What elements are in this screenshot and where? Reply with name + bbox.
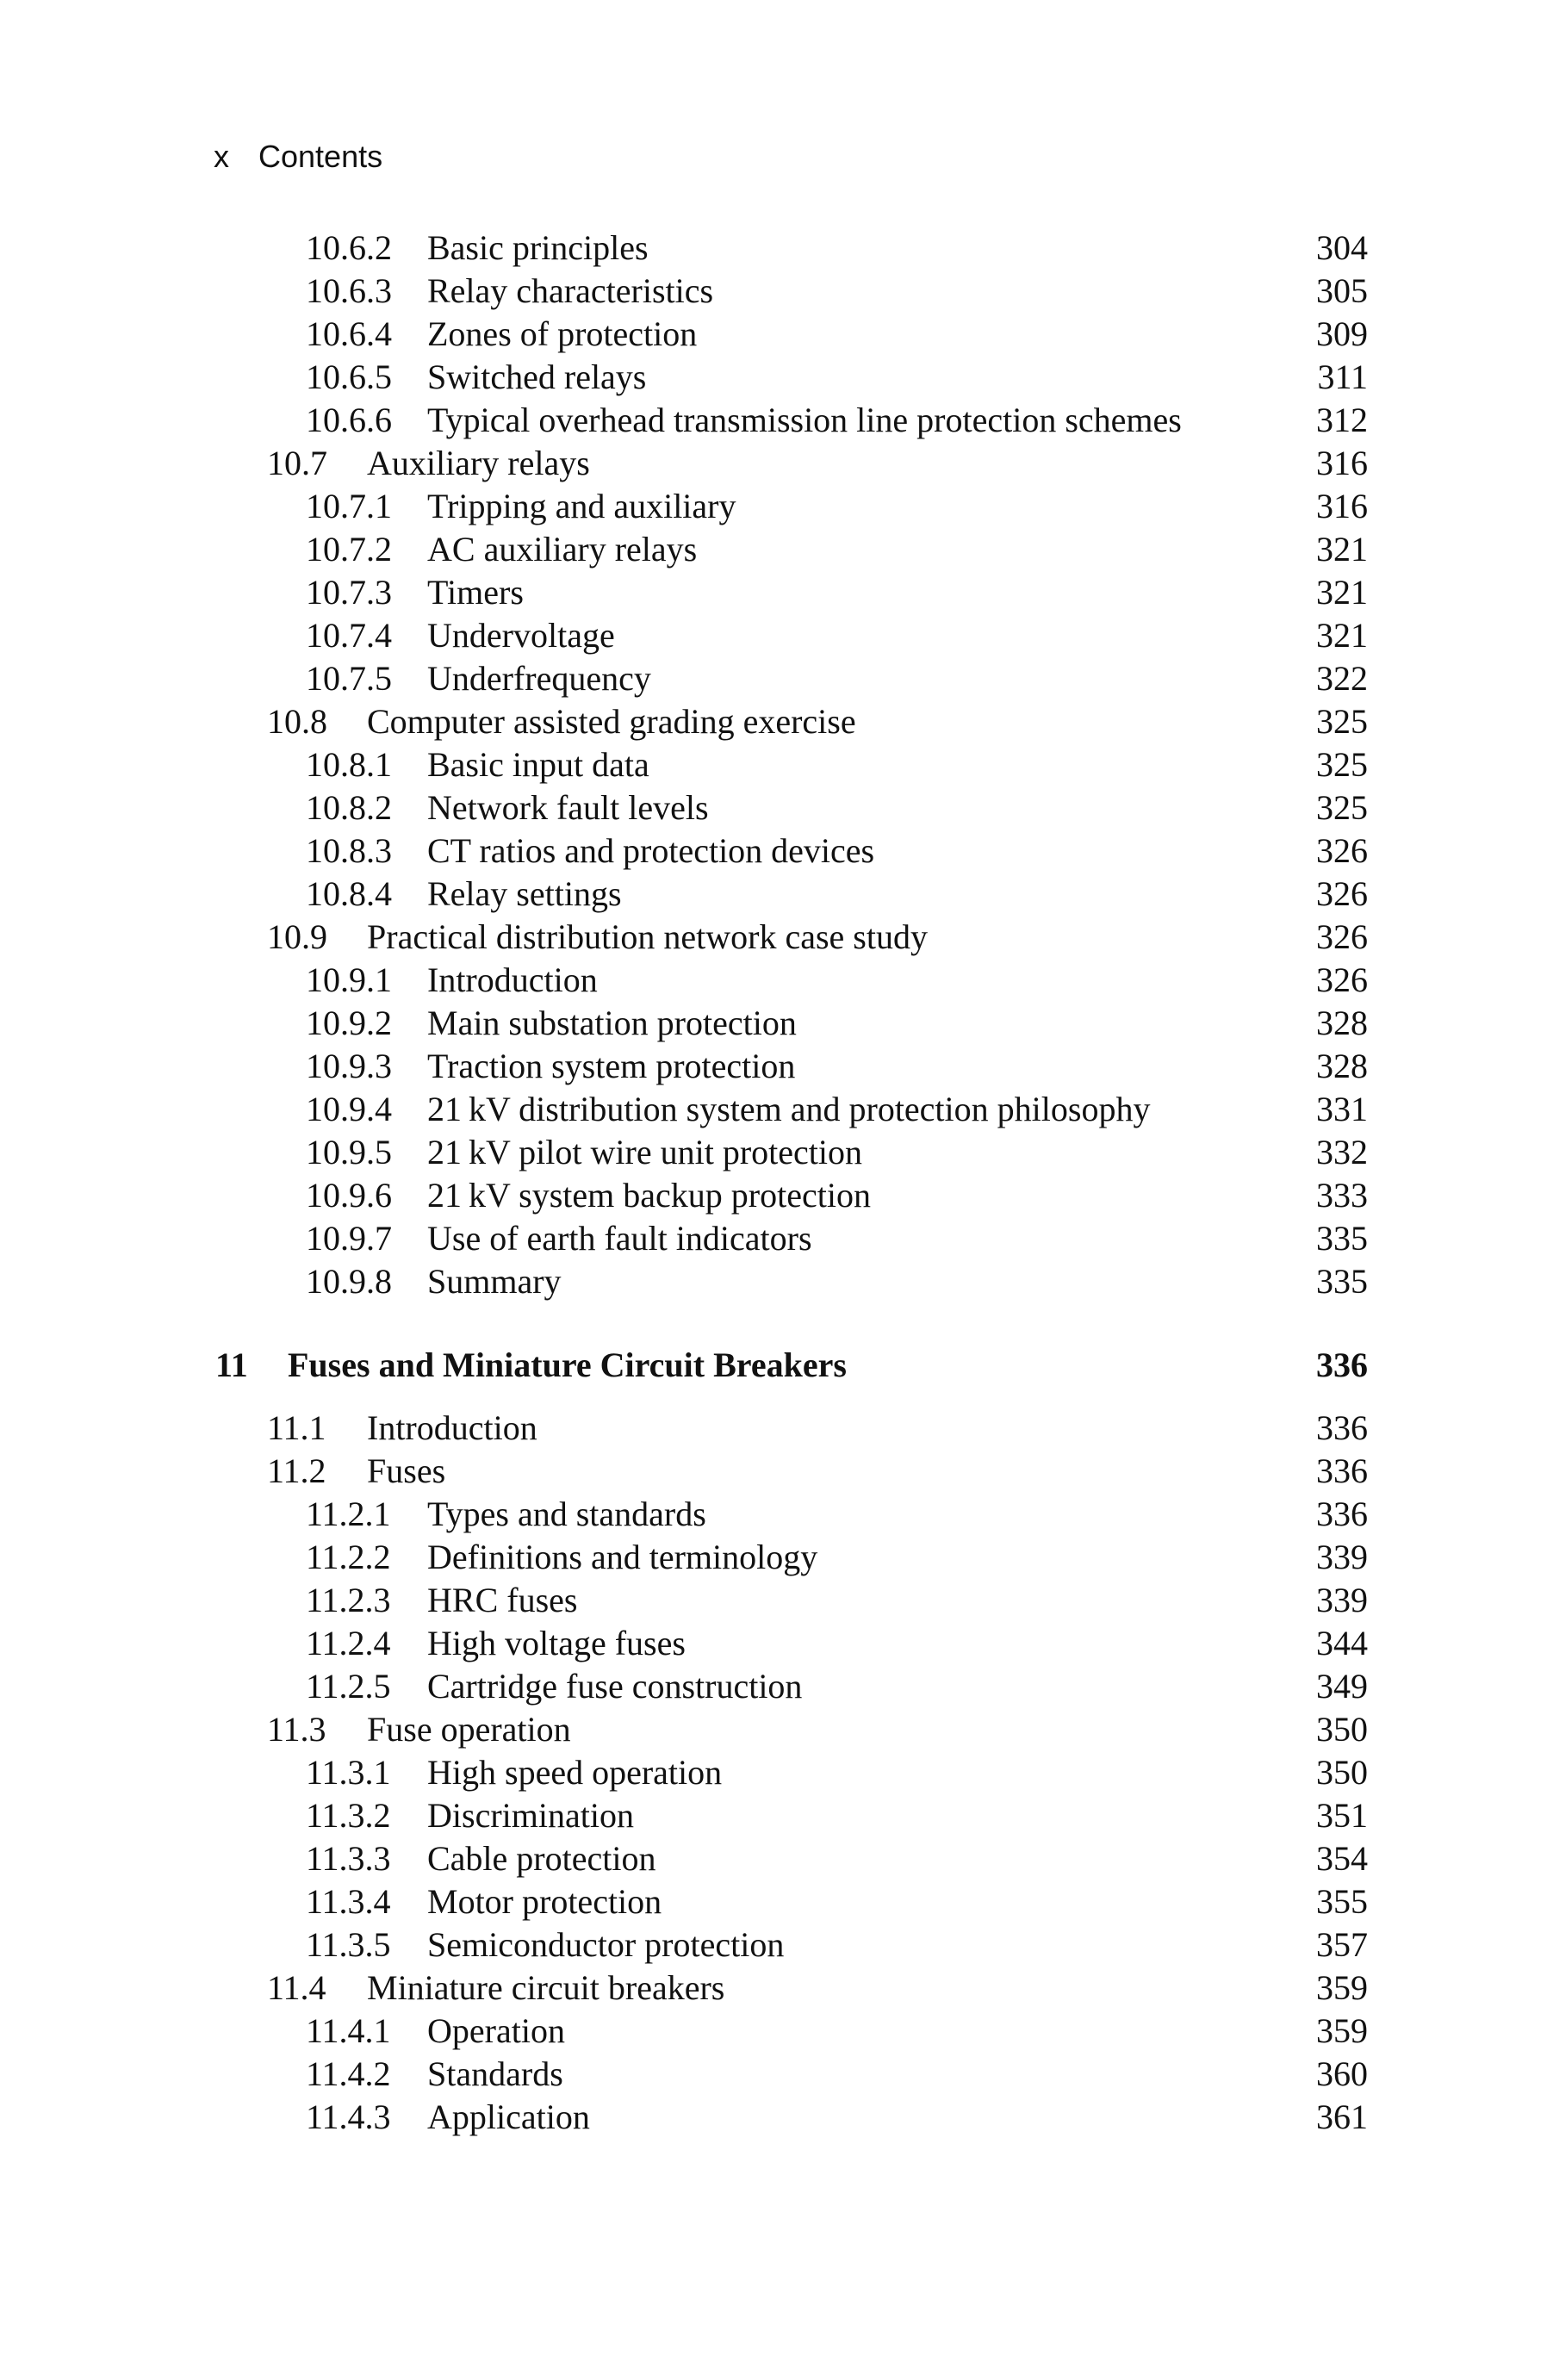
toc-entry-number: 11.3.1 bbox=[306, 1753, 391, 1792]
toc-entry bbox=[306, 873, 1368, 916]
toc-entry-number: 10.7.2 bbox=[306, 530, 392, 569]
toc-entry bbox=[306, 1579, 1368, 1622]
toc-entry bbox=[306, 571, 1368, 614]
toc-entry-title: Fuses bbox=[367, 1451, 446, 1490]
toc-entry bbox=[306, 399, 1368, 442]
toc-entry-title: Summary bbox=[427, 1262, 562, 1301]
toc-entry bbox=[306, 1131, 1368, 1174]
toc-entry-page: 350 bbox=[1316, 1753, 1368, 1792]
toc-entry-page: 326 bbox=[1316, 831, 1368, 870]
toc-entry-number: 10.8.1 bbox=[306, 745, 392, 784]
toc-entry-number: 11.2.1 bbox=[306, 1494, 391, 1533]
toc-entry-page: 325 bbox=[1316, 702, 1368, 741]
toc-entry bbox=[306, 313, 1368, 356]
toc-entry bbox=[306, 2053, 1368, 2096]
toc-entry-page: 359 bbox=[1316, 1968, 1368, 2007]
toc-entry-page: 336 bbox=[1316, 1494, 1368, 1533]
toc-entry bbox=[267, 1708, 1368, 1751]
toc-entry-number: 10.8.4 bbox=[306, 874, 392, 913]
toc-entry-page: 321 bbox=[1316, 573, 1368, 612]
toc-entry-number: 11.4 bbox=[267, 1968, 326, 2007]
toc-entry-number: 10.6.5 bbox=[306, 357, 392, 396]
toc-entry-title: Main substation protection bbox=[427, 1004, 797, 1042]
toc-entry-page: 326 bbox=[1316, 874, 1368, 913]
toc-entry bbox=[267, 442, 1368, 485]
toc-entry-page: 305 bbox=[1316, 271, 1368, 310]
toc-entry bbox=[306, 1923, 1368, 1967]
toc-entry-title: 21 kV distribution system and protection philosophy bbox=[427, 1090, 1151, 1128]
toc-entry-title: Introduction bbox=[367, 1408, 537, 1447]
toc-entry bbox=[267, 1450, 1368, 1493]
toc-entry-title: 21 kV pilot wire unit protection bbox=[427, 1133, 862, 1171]
toc-entry-page: 328 bbox=[1316, 1004, 1368, 1042]
toc-entry-number: 10.6.3 bbox=[306, 271, 392, 310]
toc-entry-number: 11.1 bbox=[267, 1408, 326, 1447]
toc-entry-number: 10.9.1 bbox=[306, 960, 392, 999]
toc-entry-number: 10.7.3 bbox=[306, 573, 392, 612]
toc-entry-number: 11.2.5 bbox=[306, 1667, 391, 1706]
toc-entry-page: 325 bbox=[1316, 788, 1368, 827]
toc-entry-page: 326 bbox=[1316, 960, 1368, 999]
toc-entry bbox=[306, 1536, 1368, 1579]
toc-entry-number: 11.2 bbox=[267, 1451, 326, 1490]
toc-entry-number: 10.7.5 bbox=[306, 659, 392, 698]
toc-entry-number: 11 bbox=[215, 1345, 248, 1384]
toc-entry-number: 10.6.2 bbox=[306, 228, 392, 267]
toc-entry-title: Application bbox=[427, 2097, 590, 2136]
toc-entry-page: 339 bbox=[1316, 1538, 1368, 1576]
toc-entry-page: 351 bbox=[1316, 1796, 1368, 1835]
toc-entry-title: Network fault levels bbox=[427, 788, 709, 827]
toc-entry-title: Basic input data bbox=[427, 745, 649, 784]
toc-entry-title: Cartridge fuse construction bbox=[427, 1667, 803, 1706]
toc-entry-title: Introduction bbox=[427, 960, 598, 999]
toc-entry-number: 10.9.4 bbox=[306, 1090, 392, 1128]
toc-entry bbox=[306, 1880, 1368, 1923]
toc-entry-number: 10.8 bbox=[267, 702, 327, 741]
toc-entry-title: Computer assisted grading exercise bbox=[367, 702, 856, 741]
toc-entry bbox=[306, 1045, 1368, 1088]
toc-entry-title: Practical distribution network case study bbox=[367, 917, 928, 956]
toc-entry bbox=[306, 485, 1368, 528]
toc-entry-title: Discrimination bbox=[427, 1796, 634, 1835]
toc-entry-number: 10.9.3 bbox=[306, 1047, 392, 1085]
toc-entry-page: 309 bbox=[1316, 314, 1368, 353]
toc-entry-number: 10.6.6 bbox=[306, 401, 392, 439]
toc-entry bbox=[267, 1967, 1368, 2010]
toc-entry-number: 11.4.3 bbox=[306, 2097, 391, 2136]
toc-entry-page: 304 bbox=[1316, 228, 1368, 267]
toc-entry-number: 11.3.2 bbox=[306, 1796, 391, 1835]
toc-entry-number: 11.3.5 bbox=[306, 1925, 391, 1964]
toc-entry-page: 336 bbox=[1316, 1345, 1368, 1384]
toc-entry-page: 336 bbox=[1316, 1408, 1368, 1447]
toc-entry bbox=[306, 2096, 1368, 2139]
toc-entry-page: 355 bbox=[1316, 1882, 1368, 1921]
toc-entry-title: Definitions and terminology bbox=[427, 1538, 818, 1576]
toc-entry-page: 312 bbox=[1316, 401, 1368, 439]
toc-entry-page: 316 bbox=[1316, 487, 1368, 525]
toc-entry bbox=[306, 1665, 1368, 1708]
toc-entry-number: 10.9.5 bbox=[306, 1133, 392, 1171]
toc-entry bbox=[267, 916, 1368, 959]
toc-entry-number: 11.4.1 bbox=[306, 2011, 391, 2050]
toc-entry-title: 21 kV system backup protection bbox=[427, 1176, 871, 1215]
toc-entry bbox=[306, 1493, 1368, 1536]
toc-entry-title: Cable protection bbox=[427, 1839, 656, 1878]
toc-entry-number: 10.9.2 bbox=[306, 1004, 392, 1042]
toc-entry-number: 11.2.2 bbox=[306, 1538, 391, 1576]
toc-entry-page: 344 bbox=[1316, 1624, 1368, 1662]
toc-entry-title: Use of earth fault indicators bbox=[427, 1219, 812, 1258]
toc-entry-number: 11.2.3 bbox=[306, 1581, 391, 1619]
toc-entry-number: 10.6.4 bbox=[306, 314, 392, 353]
toc-entry bbox=[306, 1837, 1368, 1880]
toc-entry-number: 10.9 bbox=[267, 917, 327, 956]
toc-entry-title: Fuse operation bbox=[367, 1710, 571, 1749]
toc-entry-page: 335 bbox=[1316, 1262, 1368, 1301]
toc-entry-page: 332 bbox=[1316, 1133, 1368, 1171]
toc-entry-number: 10.8.3 bbox=[306, 831, 392, 870]
toc-entry bbox=[267, 1407, 1368, 1450]
toc-entry-title: High voltage fuses bbox=[427, 1624, 686, 1662]
toc-entry-page: 333 bbox=[1316, 1176, 1368, 1215]
toc-entry bbox=[306, 2010, 1368, 2053]
toc-entry-page: 336 bbox=[1316, 1451, 1368, 1490]
toc-entry-page: 325 bbox=[1316, 745, 1368, 784]
toc-entry-page: 359 bbox=[1316, 2011, 1368, 2050]
toc-entry-number: 10.9.7 bbox=[306, 1219, 392, 1258]
toc-entry bbox=[306, 1002, 1368, 1045]
toc-entry-title: Typical overhead transmission line protection schemes bbox=[427, 401, 1182, 439]
toc-entry-number: 11.2.4 bbox=[306, 1624, 391, 1662]
toc-entry bbox=[306, 614, 1368, 657]
toc-chapter-entry bbox=[215, 1341, 1368, 1389]
toc-entry-page: 360 bbox=[1316, 2054, 1368, 2093]
toc-entry-title: Tripping and auxiliary bbox=[427, 487, 736, 525]
toc-entry bbox=[306, 657, 1368, 700]
toc-entry-title: Relay settings bbox=[427, 874, 622, 913]
toc-entry-page: 328 bbox=[1316, 1047, 1368, 1085]
toc-entry-page: 316 bbox=[1316, 444, 1368, 482]
toc-entry-title: Types and standards bbox=[427, 1494, 706, 1533]
running-head-title: Contents bbox=[258, 139, 383, 174]
toc-entry-title: CT ratios and protection devices bbox=[427, 831, 875, 870]
toc-entry-title: Traction system protection bbox=[427, 1047, 796, 1085]
toc-entry-number: 10.7.1 bbox=[306, 487, 392, 525]
toc-entry-title: Miniature circuit breakers bbox=[367, 1968, 725, 2007]
toc-entry-title: Undervoltage bbox=[427, 616, 615, 655]
toc-entry-page: 326 bbox=[1316, 917, 1368, 956]
toc-entry bbox=[306, 1217, 1368, 1260]
toc-entry-page: 322 bbox=[1316, 659, 1368, 698]
toc-entry-number: 11.4.2 bbox=[306, 2054, 391, 2093]
toc-entry-number: 11.3.4 bbox=[306, 1882, 391, 1921]
toc-entry bbox=[306, 1088, 1368, 1131]
toc-entry bbox=[306, 227, 1368, 270]
toc-entry-title: Operation bbox=[427, 2011, 565, 2050]
toc-entry-number: 10.7 bbox=[267, 444, 327, 482]
toc-entry-page: 349 bbox=[1316, 1667, 1368, 1706]
toc-entry-page: 339 bbox=[1316, 1581, 1368, 1619]
toc-entry-page: 331 bbox=[1316, 1090, 1368, 1128]
toc-entry bbox=[306, 1751, 1368, 1794]
toc-entry-number: 10.9.8 bbox=[306, 1262, 392, 1301]
toc-entry bbox=[306, 528, 1368, 571]
toc-entry bbox=[306, 743, 1368, 786]
toc-entry-page: 357 bbox=[1316, 1925, 1368, 1964]
toc-entry-title: Underfrequency bbox=[427, 659, 651, 698]
toc-entry bbox=[306, 270, 1368, 313]
toc-entry-title: Switched relays bbox=[427, 357, 647, 396]
toc-entry-title: Semiconductor protection bbox=[427, 1925, 785, 1964]
toc-entry-title: Auxiliary relays bbox=[367, 444, 590, 482]
toc-entry-page: 335 bbox=[1316, 1219, 1368, 1258]
toc-entry-page: 311 bbox=[1317, 357, 1368, 396]
toc-entry-number: 10.9.6 bbox=[306, 1176, 392, 1215]
toc-entry bbox=[306, 830, 1368, 873]
page-folio: x bbox=[214, 139, 229, 174]
toc-entry-title: Timers bbox=[427, 573, 524, 612]
toc-entry-title: HRC fuses bbox=[427, 1581, 578, 1619]
toc-entry-page: 321 bbox=[1316, 530, 1368, 569]
toc-entry-number: 11.3 bbox=[267, 1710, 326, 1749]
toc-entry bbox=[306, 356, 1368, 399]
toc-entry-title: Basic principles bbox=[427, 228, 649, 267]
toc-entry-number: 10.8.2 bbox=[306, 788, 392, 827]
toc-entry-number: 11.3.3 bbox=[306, 1839, 391, 1878]
toc-entry bbox=[306, 1794, 1368, 1837]
toc-entry-page: 354 bbox=[1316, 1839, 1368, 1878]
toc-entry-title: Zones of protection bbox=[427, 314, 698, 353]
toc-entry-page: 321 bbox=[1316, 616, 1368, 655]
toc-entry-page: 361 bbox=[1316, 2097, 1368, 2136]
toc-entry-title: AC auxiliary relays bbox=[427, 530, 698, 569]
toc-entry bbox=[306, 959, 1368, 1002]
toc-entry bbox=[306, 1174, 1368, 1217]
running-head bbox=[214, 138, 382, 176]
toc-entry-title: High speed operation bbox=[427, 1753, 723, 1792]
toc-entry-number: 10.7.4 bbox=[306, 616, 392, 655]
toc-entry-title: Motor protection bbox=[427, 1882, 662, 1921]
toc-entry bbox=[306, 1260, 1368, 1303]
toc-entry bbox=[267, 700, 1368, 743]
toc-entry-title: Relay characteristics bbox=[427, 271, 714, 310]
toc-entry bbox=[306, 1622, 1368, 1665]
toc-entry-page: 350 bbox=[1316, 1710, 1368, 1749]
toc-entry-title: Fuses and Miniature Circuit Breakers bbox=[288, 1345, 847, 1384]
toc-entry-title: Standards bbox=[427, 2054, 563, 2093]
toc-entry bbox=[306, 786, 1368, 830]
